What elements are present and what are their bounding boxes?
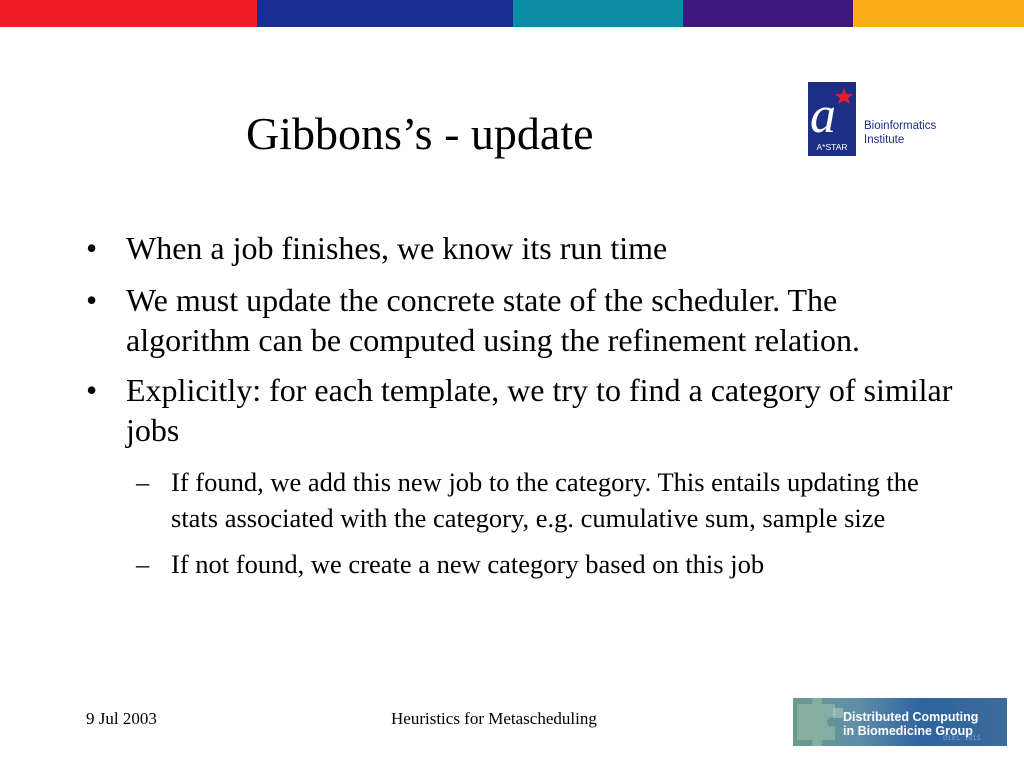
color-bar-orange <box>853 0 1024 27</box>
astar-logo <box>808 82 856 156</box>
logo-org-line1: Bioinformatics <box>864 120 937 132</box>
logo-org-line2: Institute <box>864 134 905 146</box>
bullet-list <box>86 228 966 582</box>
color-bar-red <box>0 0 257 27</box>
svg-text:0101 1011: 0101 1011 <box>943 735 981 743</box>
dcbg-logo <box>793 698 1007 746</box>
color-bar-teal <box>513 0 683 27</box>
sub-bullet-list <box>86 464 966 582</box>
sub-bullet-marker: – <box>136 549 150 579</box>
bullet-item <box>86 370 966 450</box>
sub-bullet-text: If not found, we create a new category based on this job <box>171 549 765 579</box>
sub-bullet-item <box>136 546 966 582</box>
color-bar-purple <box>683 0 853 27</box>
slide-title: Gibbons’s - update <box>246 108 594 159</box>
dcbg-logo-text <box>843 710 978 738</box>
astar-label: A*STAR <box>816 142 848 152</box>
bullet-item <box>86 280 966 360</box>
bullet-text: We must update the concrete state of the scheduler. The algorithm can be computed using the refinement relation. <box>126 282 860 358</box>
sub-bullet-item <box>136 464 966 536</box>
bullet-marker: • <box>86 282 98 318</box>
bullet-text: Explicitly: for each template, we try to find a category of similar jobs <box>126 372 953 448</box>
footer-title: Heuristics for Metascheduling <box>391 709 597 728</box>
dcbg-line1: Distributed Computing <box>843 710 979 724</box>
svg-text:a: a <box>810 87 836 144</box>
astar-logo-icon <box>808 82 856 156</box>
bullet-marker: • <box>86 372 98 408</box>
bullet-item <box>86 228 966 268</box>
sub-bullet-text: If found, we add this new job to the category. This entails updating the stats associated with the category, e.g. cumulative sum, sample size <box>171 467 919 533</box>
bullet-marker: • <box>86 230 98 266</box>
dcbg-line2: in Biomedicine Group <box>843 724 973 738</box>
sub-bullet-marker: – <box>136 467 150 497</box>
top-color-bar <box>0 0 1024 27</box>
footer-date: 9 Jul 2003 <box>86 709 157 728</box>
bullet-text: When a job finishes, we know its run time <box>126 230 668 266</box>
color-bar-blue <box>257 0 513 27</box>
bioinformatics-institute-label <box>864 119 936 147</box>
